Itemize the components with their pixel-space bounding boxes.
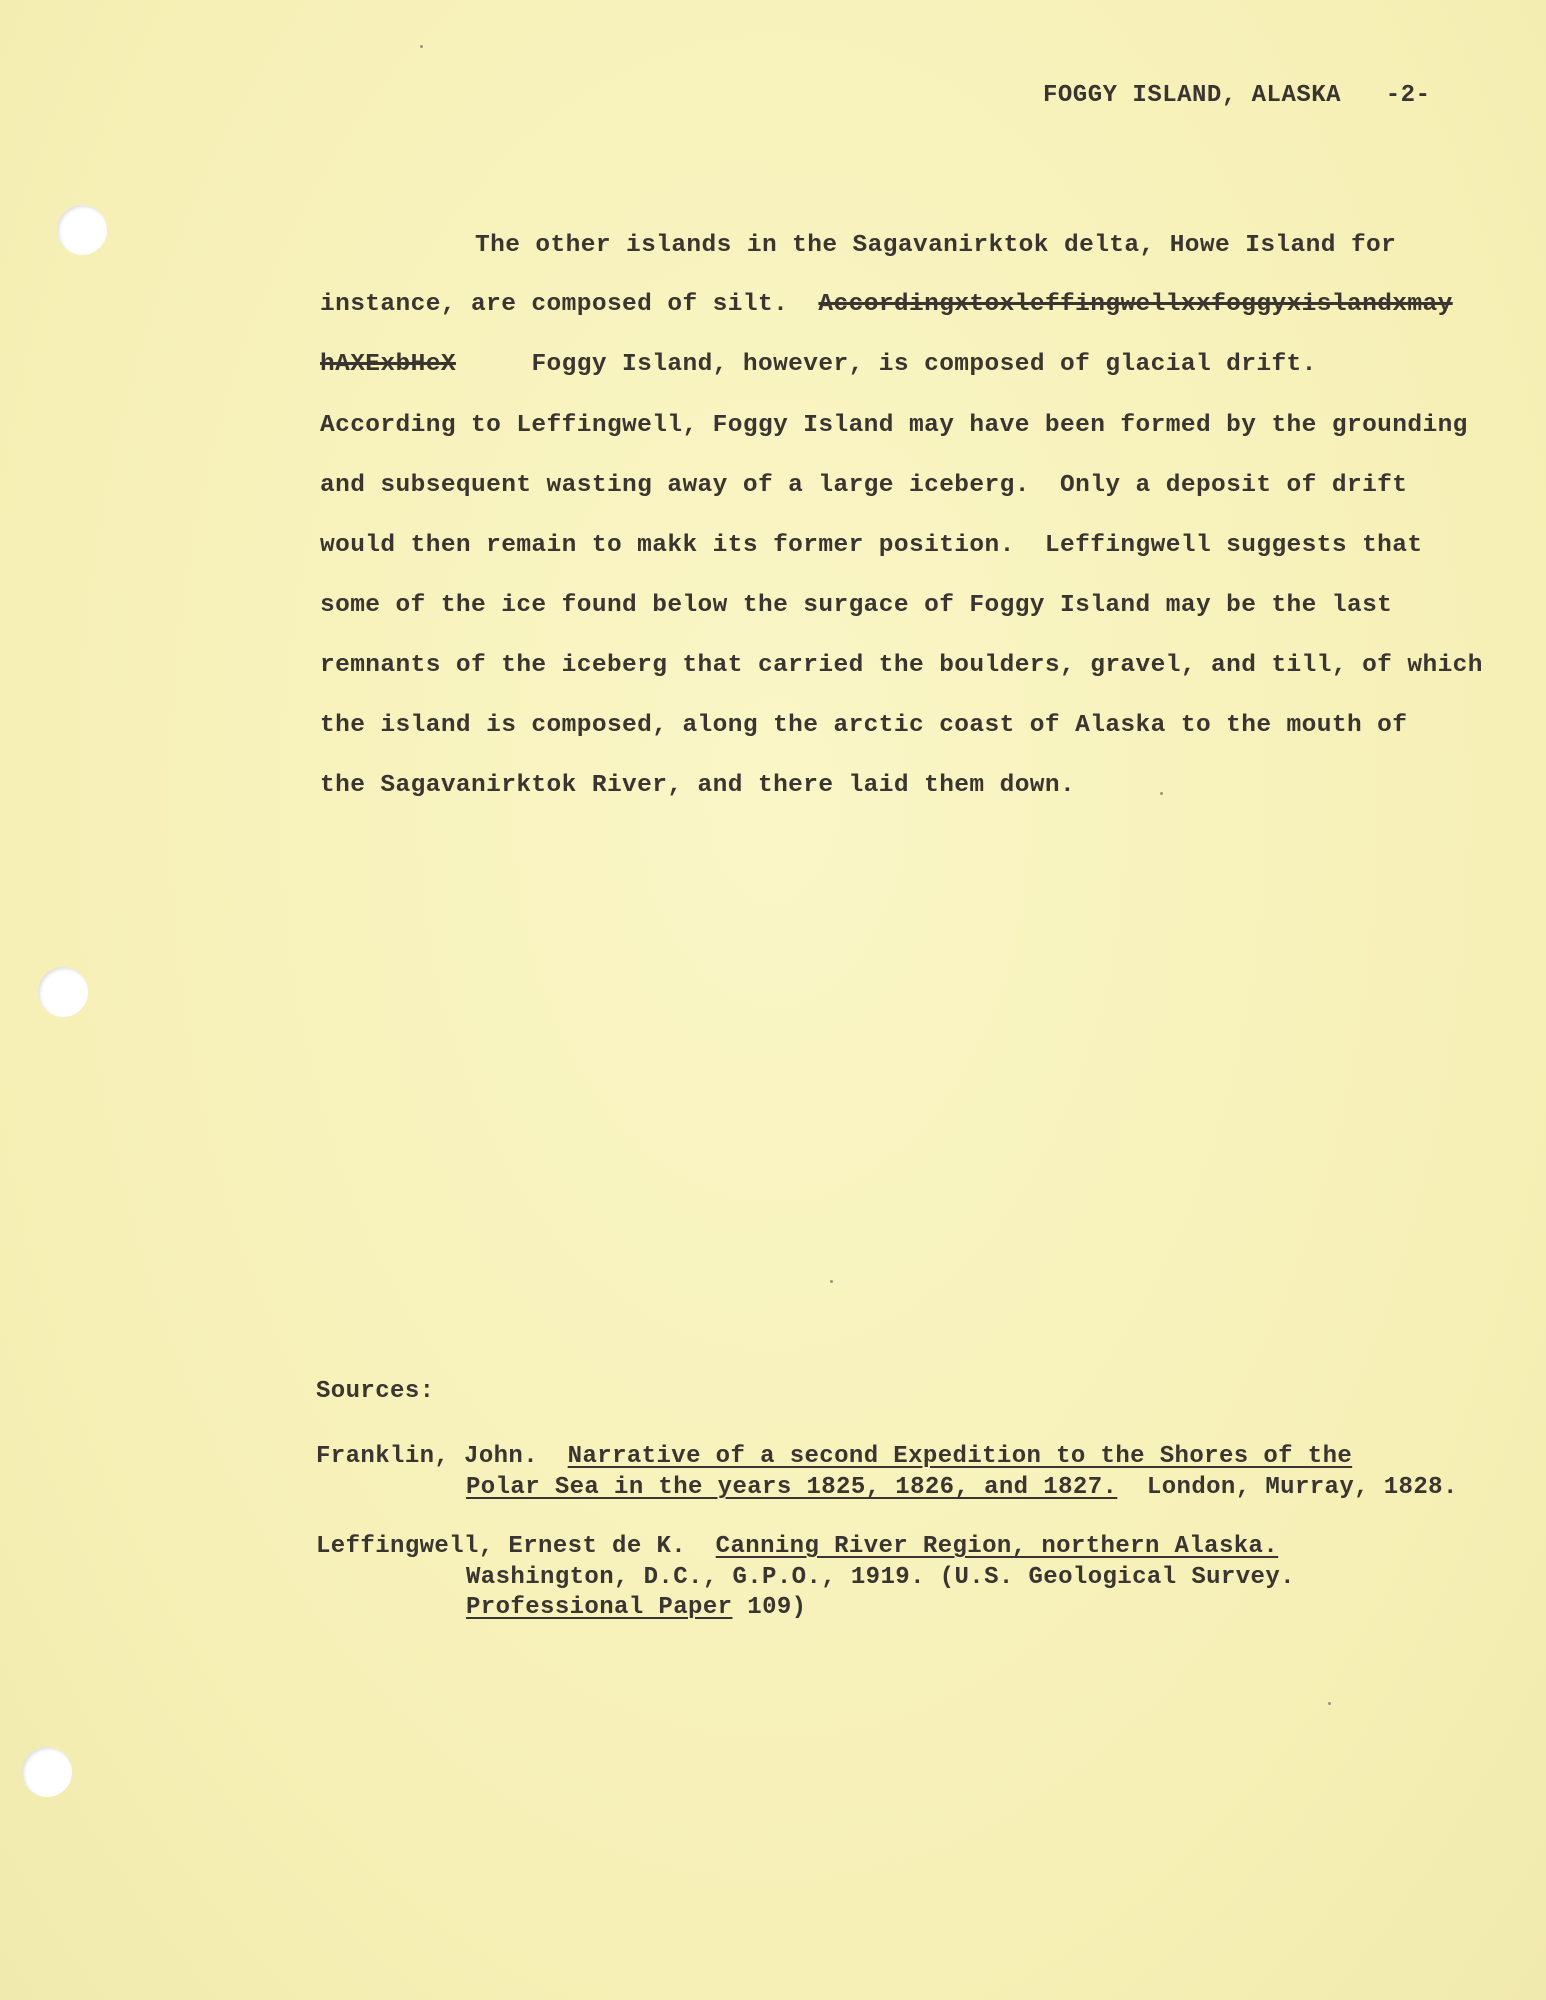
source-2-line-2: Washington, D.C., G.P.O., 1919. (U.S. Geological Survey. [466, 1564, 1295, 1591]
body-line-1: The other islands in the Sagavanirktok delta, Howe Island for [475, 232, 1397, 259]
source-1-author: Franklin, John. [316, 1443, 539, 1470]
source-1-title-line-1: Narrative of a second Expedition to the Shores of the [567, 1443, 1353, 1470]
paper-speck [1160, 792, 1163, 795]
source-1-line-2 [466, 1474, 1458, 1501]
source-1-title-line-2: Polar Sea in the years 1825, 1826, and 1827. [466, 1474, 1118, 1501]
punch-hole-top [57, 205, 107, 255]
body-line-2-text: instance, are composed of silt. [320, 291, 789, 318]
punch-hole-middle [38, 967, 88, 1017]
source-1-publisher: London, Murray, 1828. [1146, 1474, 1458, 1501]
page-header [1043, 82, 1430, 109]
body-line-5: and subsequent wasting away of a large iceberg. Only a deposit of drift [320, 472, 1408, 499]
body-line-7: some of the ice found below the surgace of Foggy Island may be the last [320, 592, 1393, 619]
source-2-author: Leffingwell, Ernest de K. [316, 1533, 687, 1560]
paper-speck [830, 1280, 833, 1283]
body-line-2 [320, 291, 1453, 318]
source-2-series: Professional Paper [466, 1594, 733, 1621]
body-line-4: According to Leffingwell, Foggy Island may have been formed by the grounding [320, 412, 1468, 439]
body-line-3-text: Foggy Island, however, is composed of glacial drift. [531, 351, 1317, 378]
source-2-series-number: 109) [747, 1594, 807, 1621]
header-title: FOGGY ISLAND, ALASKA [1043, 82, 1342, 109]
struck-text-xout-1: Accordingxtoxleffingwellxxfoggyxislandxmay [818, 291, 1453, 318]
punch-hole-bottom [22, 1747, 72, 1797]
source-1-line-1 [316, 1443, 1352, 1470]
source-2-line-1 [316, 1533, 1278, 1560]
sources-heading: Sources: [316, 1378, 435, 1405]
struck-text-xout-2: hAXExbHeX [320, 351, 456, 378]
page-number: -2- [1385, 82, 1431, 109]
body-line-6: would then remain to makk its former position. Leffingwell suggests that [320, 532, 1423, 559]
source-2-title: Canning River Region, northern Alaska. [715, 1533, 1279, 1560]
paper-speck [1328, 1702, 1331, 1705]
body-line-3 [320, 351, 1317, 378]
body-line-9: the island is composed, along the arctic coast of Alaska to the mouth of [320, 712, 1408, 739]
body-line-8: remnants of the iceberg that carried the boulders, gravel, and till, of which [320, 652, 1483, 679]
body-line-10: the Sagavanirktok River, and there laid them down. [320, 772, 1076, 799]
source-2-line-3 [466, 1594, 806, 1621]
paper-speck [420, 45, 423, 48]
